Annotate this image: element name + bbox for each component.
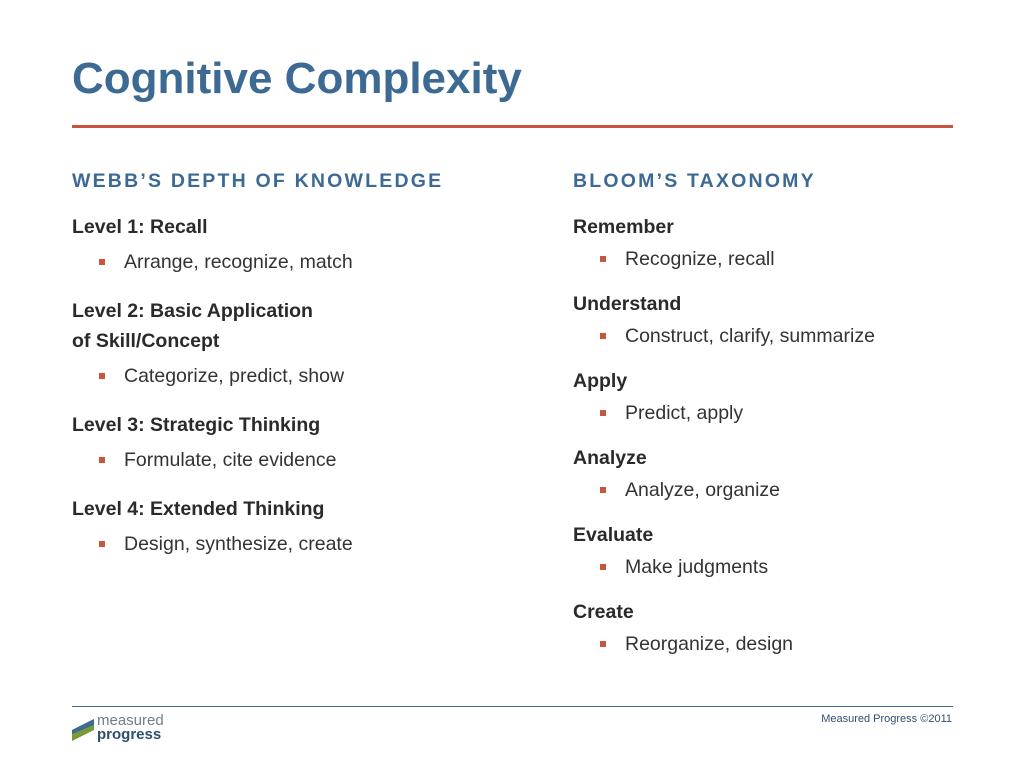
square-bullet-icon <box>99 259 105 265</box>
square-bullet-icon <box>600 333 606 339</box>
bloom-analyze <box>573 443 973 505</box>
list-item <box>573 244 973 274</box>
webb-heading: WEBB’S DEPTH OF KNOWLEDGE <box>72 170 444 192</box>
level-heading: Remember <box>573 216 674 238</box>
square-bullet-icon <box>99 541 105 547</box>
webb-level-1 <box>72 212 532 277</box>
square-bullet-icon <box>600 487 606 493</box>
bloom-create <box>573 597 973 659</box>
level-heading-continued: of Skill/Concept <box>72 330 220 352</box>
bloom-heading: BLOOM’S TAXONOMY <box>573 170 816 192</box>
logo-wordmark <box>97 714 164 741</box>
bullet-text: Design, synthesize, create <box>124 533 353 555</box>
logo-line-1: measured <box>97 712 164 729</box>
list-item <box>573 321 973 351</box>
list-item <box>72 361 532 391</box>
square-bullet-icon <box>600 641 606 647</box>
level-heading: Level 2: Basic Application <box>72 300 313 322</box>
bullet-text: Analyze, organize <box>625 479 781 501</box>
bullet-text: Predict, apply <box>625 402 744 424</box>
square-bullet-icon <box>600 410 606 416</box>
level-heading: Level 3: Strategic Thinking <box>72 414 321 436</box>
list-item <box>72 529 532 559</box>
bullet-text: Recognize, recall <box>625 248 775 270</box>
level-heading: Level 4: Extended Thinking <box>72 498 325 520</box>
slide-title: Cognitive Complexity <box>72 54 522 103</box>
bullet-text: Formulate, cite evidence <box>124 449 337 471</box>
title-divider <box>72 125 953 128</box>
level-heading: Apply <box>573 370 628 392</box>
bullet-text: Reorganize, design <box>625 633 794 655</box>
list-item <box>573 552 973 582</box>
webb-column <box>72 170 532 578</box>
bloom-column <box>573 170 973 674</box>
square-bullet-icon <box>99 457 105 463</box>
level-heading: Level 1: Recall <box>72 216 208 238</box>
bloom-remember <box>573 212 973 274</box>
footer-divider <box>72 706 953 707</box>
bloom-apply <box>573 366 973 428</box>
logo-mark-icon <box>72 719 94 741</box>
level-heading: Create <box>573 601 634 623</box>
list-item <box>72 445 532 475</box>
webb-level-3 <box>72 410 532 475</box>
webb-level-4 <box>72 494 532 559</box>
bullet-text: Arrange, recognize, match <box>124 251 353 273</box>
bullet-text: Make judgments <box>625 556 769 578</box>
bullet-text: Categorize, predict, show <box>124 365 345 387</box>
list-item <box>72 247 532 277</box>
bloom-evaluate <box>573 520 973 582</box>
square-bullet-icon <box>600 564 606 570</box>
bullet-text: Construct, clarify, summarize <box>625 325 875 347</box>
measured-progress-logo <box>72 714 172 744</box>
square-bullet-icon <box>99 373 105 379</box>
level-heading: Analyze <box>573 447 647 469</box>
webb-level-2 <box>72 296 532 391</box>
list-item <box>573 475 973 505</box>
bloom-understand <box>573 289 973 351</box>
list-item <box>573 398 973 428</box>
logo-line-2: progress <box>97 726 162 743</box>
list-item <box>573 629 973 659</box>
footer-copyright: Measured Progress ©2011 <box>821 713 952 725</box>
level-heading: Understand <box>573 293 682 315</box>
square-bullet-icon <box>600 256 606 262</box>
level-heading: Evaluate <box>573 524 654 546</box>
